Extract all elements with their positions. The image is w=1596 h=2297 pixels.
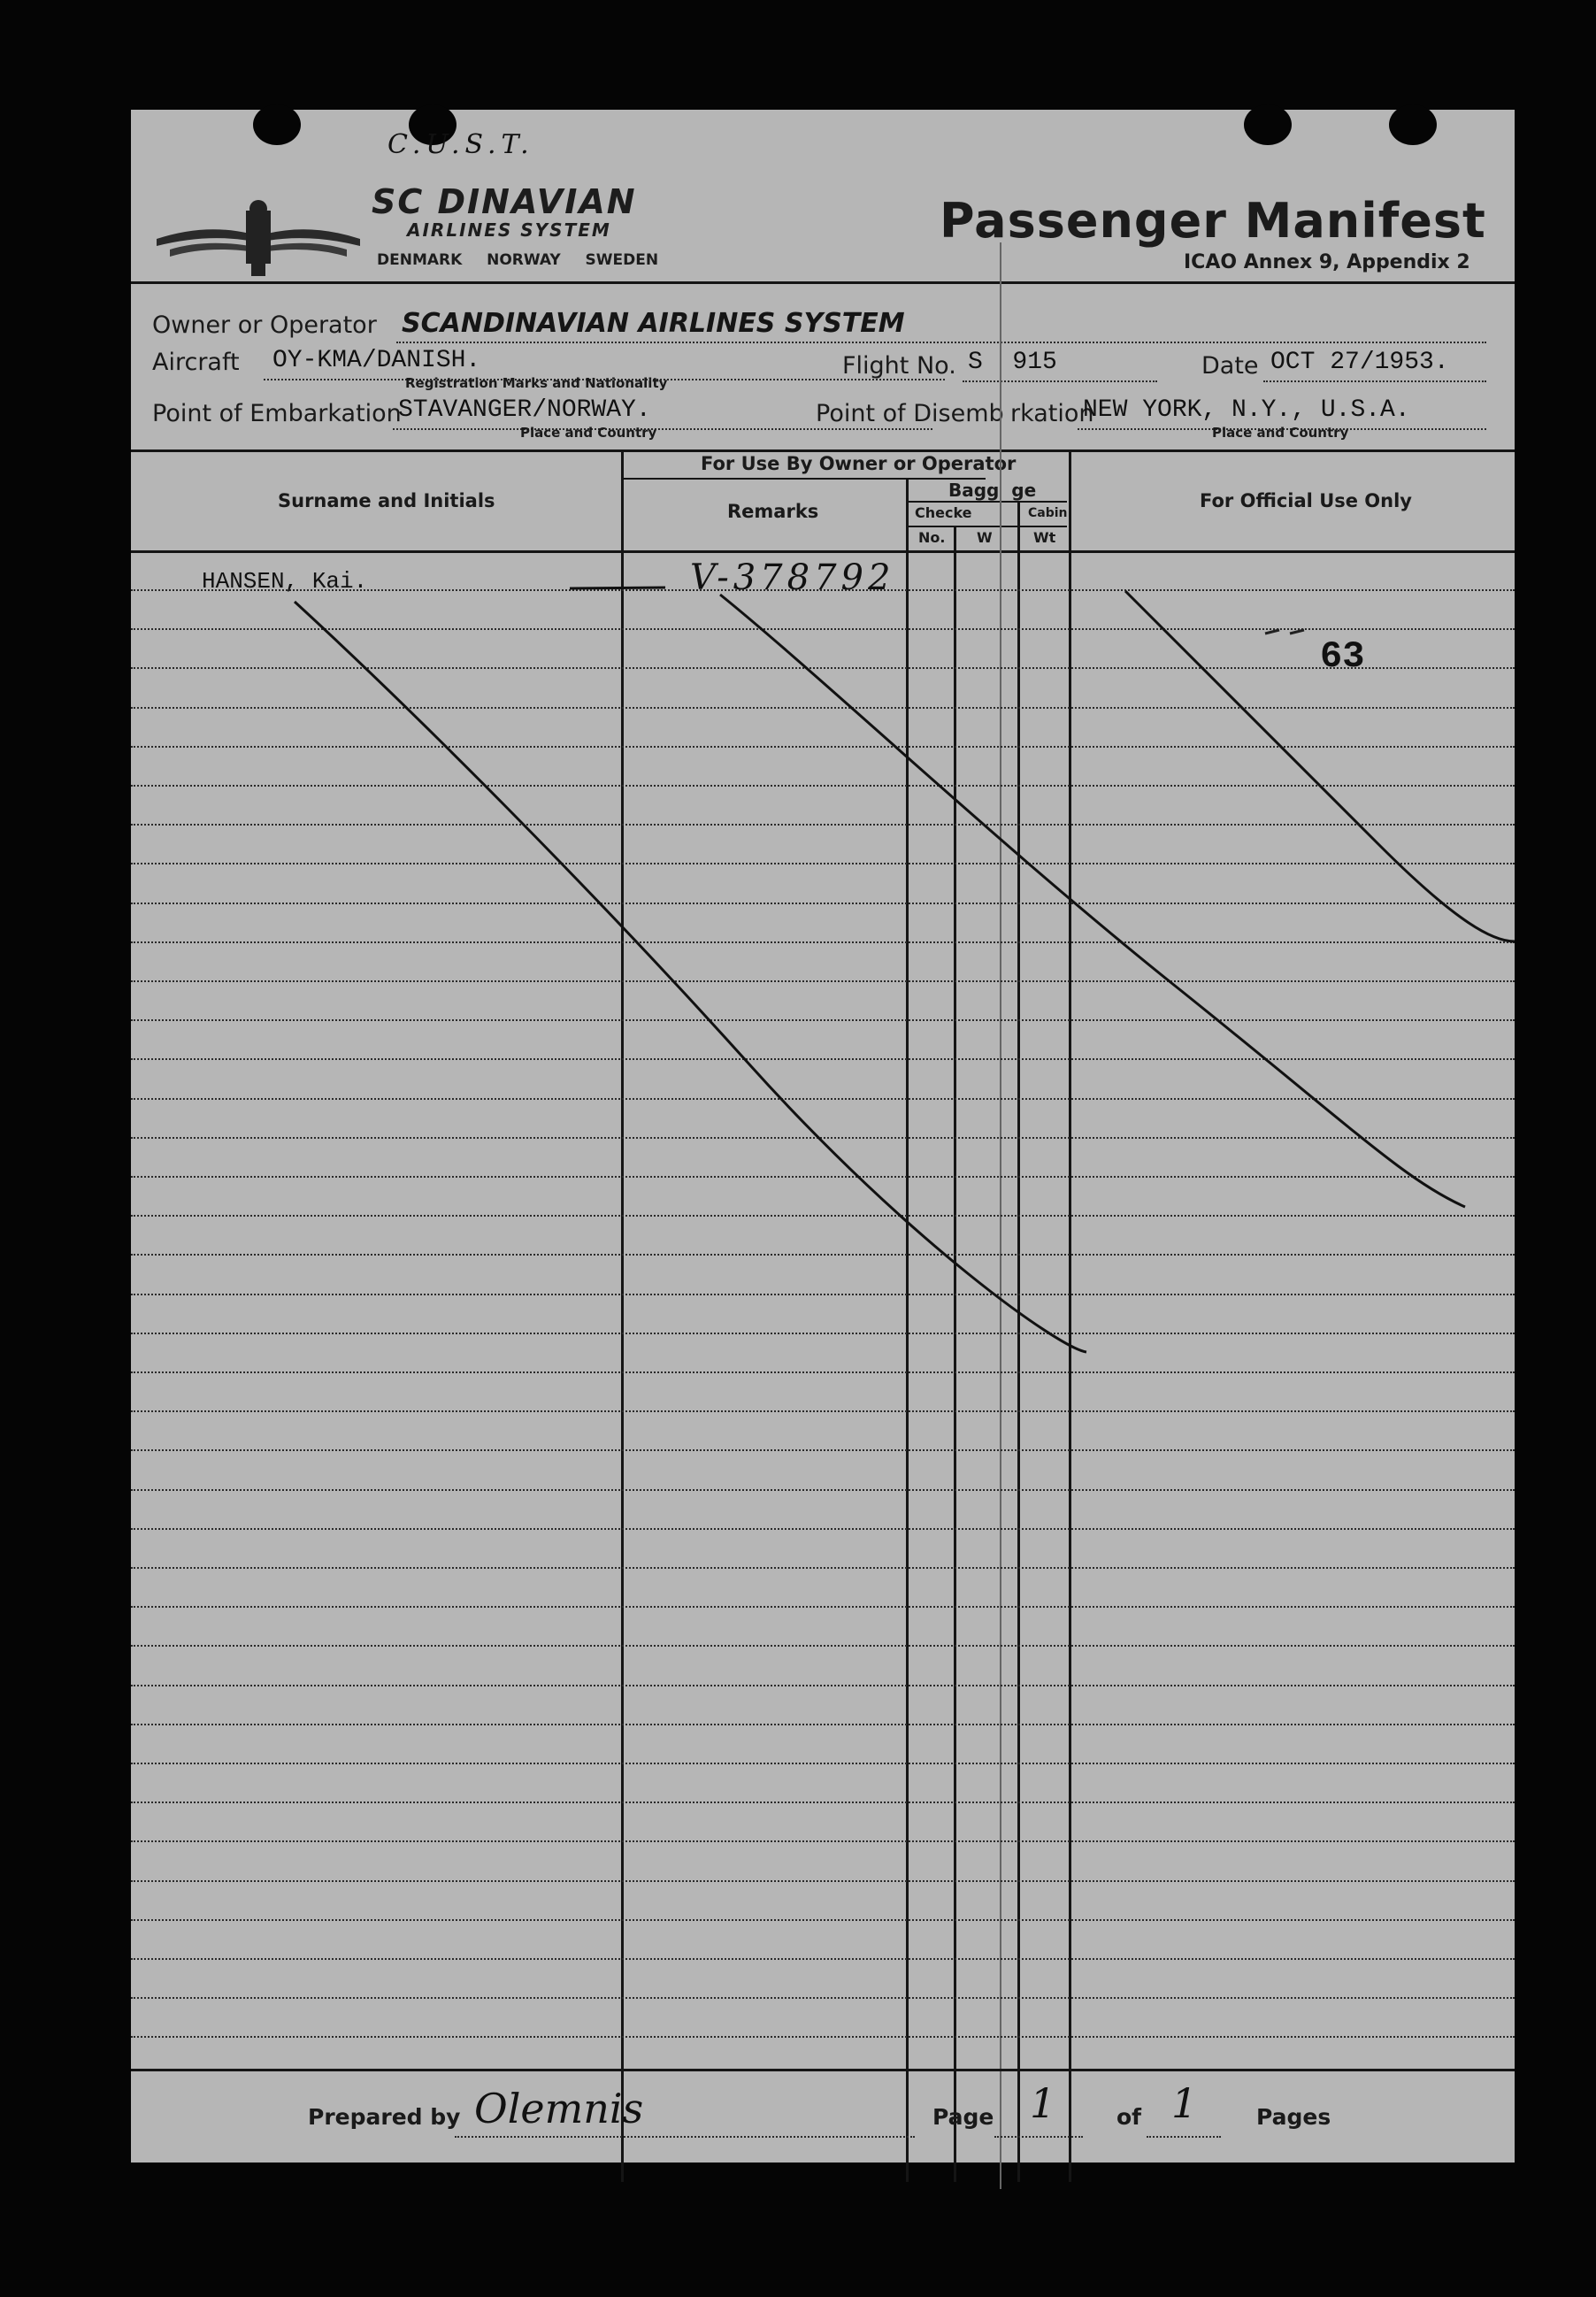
ruled-line — [131, 1919, 1515, 1921]
aircraft-value: OY-KMA/DANISH. — [272, 347, 481, 374]
ruled-line — [131, 1449, 1515, 1451]
airline-name: SC DINAVIAN — [372, 182, 637, 221]
owner-label: Owner or Operator — [152, 311, 377, 339]
column-line — [906, 480, 909, 2182]
ruled-line — [131, 628, 1515, 630]
header-subline — [908, 526, 1067, 527]
ruled-line — [131, 1880, 1515, 1882]
disembark-label: Point of Disemb — [816, 400, 1004, 427]
ruled-line — [131, 667, 1515, 669]
airline-name-sub: AIRLINES SYSTEM — [407, 219, 611, 241]
ruled-line — [131, 2036, 1515, 2038]
total-underline — [1147, 2136, 1221, 2138]
entry-official: 63 — [1320, 635, 1365, 678]
ruled-line — [131, 1606, 1515, 1608]
disembark-label-rest: rkation — [1010, 400, 1094, 427]
owner-underline — [396, 342, 1486, 343]
ruled-line — [131, 903, 1515, 904]
punch-hole — [253, 104, 301, 145]
ruled-line — [131, 1019, 1515, 1021]
prepared-signature: Olemnis — [474, 2085, 644, 2132]
date-underline — [1263, 380, 1486, 382]
ruled-line — [131, 1176, 1515, 1178]
ruled-line — [131, 1215, 1515, 1217]
table-header-bottom — [131, 550, 1515, 553]
flight-underline — [963, 380, 1157, 382]
ruled-line — [131, 824, 1515, 826]
ruled-line — [131, 785, 1515, 787]
ruled-line — [131, 1685, 1515, 1686]
col-header-wt-cabin: Wt — [1033, 529, 1056, 546]
embark-underline — [393, 428, 932, 430]
header-divider — [131, 281, 1515, 284]
date-value: OCT 27/1953. — [1270, 349, 1449, 376]
ruled-line — [131, 941, 1515, 943]
airline-countries: DENMARK NORWAY SWEDEN — [377, 251, 659, 269]
ruled-line — [131, 1840, 1515, 1842]
flight-label: Flight No. — [842, 352, 956, 380]
ruled-line — [131, 1645, 1515, 1647]
ruled-line — [131, 1489, 1515, 1491]
ruled-line — [131, 1371, 1515, 1373]
flight-value: S 915 — [968, 349, 1057, 376]
ruled-line — [131, 1137, 1515, 1139]
column-line — [954, 526, 956, 2182]
manifest-sheet — [131, 110, 1515, 2163]
page-number: 1 — [1030, 2079, 1056, 2127]
ruled-line — [131, 1724, 1515, 1725]
embark-value: STAVANGER/NORWAY. — [398, 396, 651, 424]
col-header-official: For Official Use Only — [1200, 490, 1412, 511]
col-header-baggage: Bagg ge — [948, 480, 1037, 501]
ruled-line — [131, 1763, 1515, 1764]
embark-label: Point of Embarkation — [152, 400, 402, 427]
page-subtitle: ICAO Annex 9, Appendix 2 — [1184, 251, 1470, 273]
pages-label: Pages — [1256, 2104, 1331, 2130]
ruled-line — [131, 1997, 1515, 1999]
header-subline — [623, 478, 986, 480]
ruled-line — [131, 707, 1515, 709]
col-header-cabin: Cabin — [1028, 506, 1068, 520]
ruled-line — [131, 746, 1515, 748]
col-header-no: No. — [918, 529, 946, 546]
ruled-line — [131, 1958, 1515, 1960]
ruled-line — [131, 1294, 1515, 1295]
aircraft-caption: Registration Marks and Nationality — [405, 375, 668, 391]
col-header-checked: Checke — [915, 504, 972, 521]
footer-divider — [131, 2069, 1515, 2071]
ruled-line — [131, 1333, 1515, 1334]
handwritten-note: C.U.S.T. — [387, 129, 534, 160]
owner-value: SCANDINAVIAN AIRLINES SYSTEM — [402, 308, 905, 339]
col-header-owner-use: For Use By Owner or Operator — [701, 453, 1017, 474]
ruled-line — [131, 1254, 1515, 1256]
ruled-line — [131, 1058, 1515, 1060]
punch-hole — [1389, 104, 1437, 145]
of-label: of — [1116, 2104, 1142, 2130]
embark-caption: Place and Country — [520, 425, 657, 441]
page-label: Page — [932, 2104, 994, 2130]
header-subline — [908, 501, 1067, 503]
column-line — [1069, 451, 1071, 2182]
page-underline — [994, 2136, 1083, 2138]
viking-ship-icon — [152, 188, 364, 285]
disembark-caption: Place and Country — [1212, 425, 1349, 441]
ruled-line — [131, 980, 1515, 982]
column-line — [621, 451, 624, 2182]
aircraft-label: Aircraft — [152, 349, 240, 376]
ruled-line — [131, 1567, 1515, 1569]
punch-hole — [1244, 104, 1292, 145]
prepared-underline — [455, 2136, 915, 2138]
column-line — [1017, 501, 1020, 2182]
entry-remarks: V-378792 — [690, 557, 895, 598]
airline-logo — [152, 188, 364, 285]
ruled-line — [131, 1098, 1515, 1100]
total-pages: 1 — [1171, 2079, 1198, 2127]
prepared-label: Prepared by — [308, 2104, 461, 2130]
col-header-wt-checked: W — [977, 529, 993, 546]
date-label: Date — [1201, 352, 1259, 380]
disembark-value: NEW YORK, N.Y., U.S.A. — [1083, 396, 1410, 424]
col-header-remarks: Remarks — [727, 501, 819, 522]
ruled-line — [131, 1528, 1515, 1530]
fields-divider — [131, 449, 1515, 452]
ruled-line — [131, 1410, 1515, 1412]
page-title: Passenger Manifest — [940, 193, 1486, 249]
ruled-line — [131, 863, 1515, 864]
col-header-surname: Surname and Initials — [278, 490, 495, 511]
ruled-line — [131, 1801, 1515, 1803]
entry-surname: HANSEN, Kai. — [202, 568, 368, 595]
